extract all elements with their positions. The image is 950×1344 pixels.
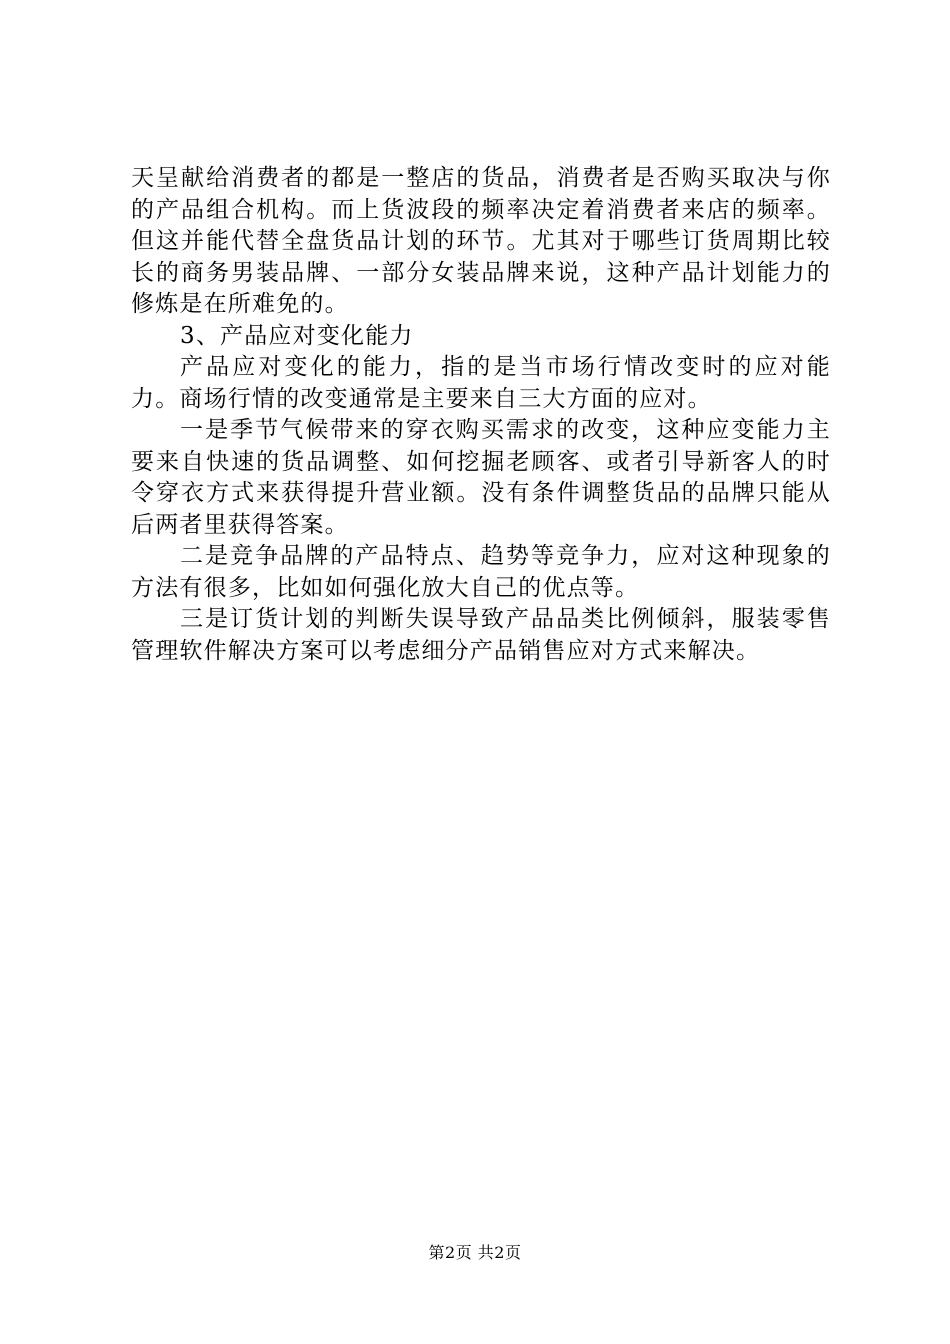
document-body <box>131 163 831 667</box>
page-footer: 第2页 共2页 <box>428 1243 522 1262</box>
paragraph-point-two: 二是竞争品牌的产品特点、趋势等竞争力，应对这种现象的方法有很多，比如如何强化放大自己的优点等。 <box>131 543 831 601</box>
paragraph-continuation: 天呈献给消费者的都是一整店的货品，消费者是否购买取决与你的产品组合机构。而上货波段的频率决定着消费者来店的频率。但这并能代替全盘货品计划的环节。尤其对于哪些订货周期比较长的商务男装品牌、一部分女装品牌来说，这种产品计划能力的修炼是在所难免的。 <box>131 165 831 317</box>
paragraph-point-one: 一是季节气候带来的穿衣购买需求的改变，这种应变能力主要来自快速的货品调整、如何挖掘老顾客、或者引导新客人的时令穿衣方式来获得提升营业额。没有条件调整货品的品牌只能从后两者里获得答案。 <box>131 417 831 538</box>
paragraph-definition: 产品应对变化的能力，指的是当市场行情改变时的应对能力。商场行情的改变通常是主要来自三大方面的应对。 <box>131 354 831 412</box>
paragraph-point-three: 三是订货计划的判断失误导致产品品类比例倾斜，服装零售管理软件解决方案可以考虑细分产品销售应对方式来解决。 <box>131 606 831 664</box>
section-heading: 3、产品应对变化能力 <box>180 322 414 349</box>
